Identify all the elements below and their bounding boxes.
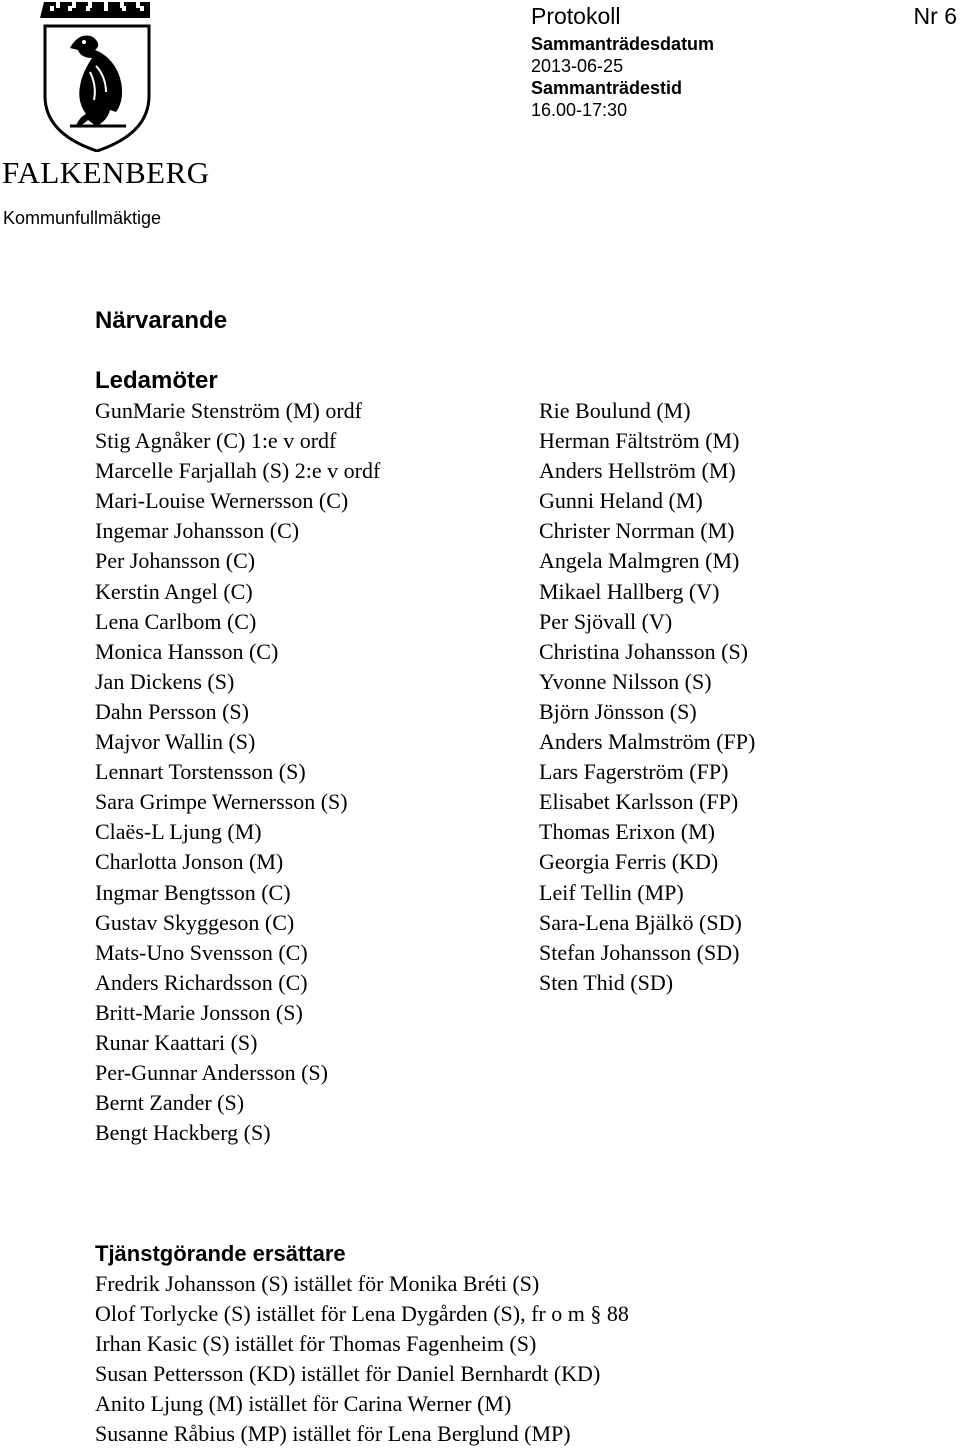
member-name: Mats-Uno Svensson (C) (95, 939, 308, 965)
member-name: Jan Dickens (S) (95, 668, 235, 694)
member-name: Rie Boulund (M) (539, 398, 691, 423)
member-name: GunMarie Stenström (M) ordf (95, 398, 363, 423)
members-heading: Ledamöter (95, 367, 218, 394)
member-name: Britt-Marie Jonsson (S) (95, 999, 303, 1025)
member-name: Sara-Lena Bjälkö (SD) (539, 909, 742, 935)
member-name: Herman Fältström (M) (539, 428, 740, 454)
member-name: Leif Tellin (MP) (539, 879, 684, 905)
member-name: Georgia Ferris (KD) (539, 849, 719, 875)
member-name: Mikael Hallberg (V) (539, 578, 720, 604)
members-list-right (539, 396, 755, 998)
member-name: Claës-L Ljung (M) (95, 819, 262, 845)
substitute-entry: Fredrik Johansson (S) istället för Monika Bréti (S) (95, 1271, 540, 1296)
member-name: Anders Malmström (FP) (539, 729, 756, 755)
municipality-wordmark: FALKENBERG (2, 155, 210, 190)
member-name: Christina Johansson (S) (539, 638, 748, 664)
coat-of-arms-falcon-icon (40, 0, 154, 152)
member-name: Bengt Hackberg (S) (95, 1120, 271, 1146)
meeting-time-label: Sammanträdestid (531, 78, 683, 98)
member-name: Yvonne Nilsson (S) (539, 668, 712, 694)
member-name: Angela Malmgren (M) (539, 548, 740, 574)
member-name: Ingmar Bengtsson (C) (95, 879, 291, 905)
member-name: Stefan Johansson (SD) (539, 939, 740, 965)
substitute-entry: Susan Pettersson (KD) istället för Daniel Bernhardt (KD) (95, 1361, 601, 1386)
member-name: Monica Hansson (C) (95, 638, 279, 664)
substitutes-list (95, 1269, 629, 1449)
substitute-entry: Anito Ljung (M) istället för Carina Werner (M) (95, 1391, 512, 1416)
member-name: Björn Jönsson (S) (539, 698, 697, 724)
member-name: Lena Carlbom (C) (95, 608, 257, 634)
member-name: Charlotta Jonson (M) (95, 849, 284, 875)
organ-name: Kommunfullmäktige (3, 208, 162, 228)
member-name: Stig Agnåker (C) 1:e v ordf (95, 428, 337, 454)
substitutes-heading: Tjänstgörande ersättare (95, 1241, 346, 1266)
member-name: Ingemar Johansson (C) (95, 518, 300, 544)
substitute-entry: Olof Torlycke (S) istället för Lena Dygården (S), fr o m § 88 (95, 1301, 629, 1326)
member-name: Sten Thid (SD) (539, 969, 674, 995)
substitute-entry: Susanne Råbius (MP) istället för Lena Berglund (MP) (95, 1421, 571, 1446)
document-number: Nr 6 (913, 3, 957, 29)
member-name: Gustav Skyggeson (C) (95, 909, 295, 935)
member-name: Mari-Louise Wernersson (C) (95, 488, 349, 514)
substitute-entry: Irhan Kasic (S) istället för Thomas Fagenheim (S) (95, 1331, 537, 1356)
member-name: Kerstin Angel (C) (95, 578, 253, 604)
meeting-date-label: Sammanträdesdatum (531, 34, 715, 54)
member-name: Per-Gunnar Andersson (S) (95, 1060, 328, 1086)
member-name: Runar Kaattari (S) (95, 1029, 258, 1055)
member-name: Lars Fagerström (FP) (539, 759, 729, 785)
member-name: Gunni Heland (M) (539, 488, 703, 514)
member-name: Anders Richardsson (C) (95, 969, 308, 995)
member-name: Majvor Wallin (S) (95, 729, 256, 755)
member-name: Bernt Zander (S) (95, 1090, 245, 1116)
section-title: Närvarande (95, 307, 228, 334)
member-name: Per Sjövall (V) (539, 608, 673, 634)
document-type: Protokoll (531, 3, 621, 29)
member-name: Sara Grimpe Wernersson (S) (95, 789, 348, 815)
member-name: Dahn Persson (S) (95, 698, 249, 724)
member-name: Marcelle Farjallah (S) 2:e v ordf (95, 458, 381, 484)
member-name: Lennart Torstensson (S) (95, 759, 306, 785)
meeting-time-value: 16.00-17:30 (531, 100, 628, 120)
member-name: Per Johansson (C) (95, 548, 256, 574)
member-name: Christer Norrman (M) (539, 518, 735, 544)
members-list-left (95, 396, 380, 1148)
member-name: Elisabet Karlsson (FP) (539, 789, 739, 815)
member-name: Anders Hellström (M) (539, 458, 736, 484)
member-name: Thomas Erixon (M) (539, 819, 715, 845)
meeting-date-value: 2013-06-25 (531, 56, 624, 76)
